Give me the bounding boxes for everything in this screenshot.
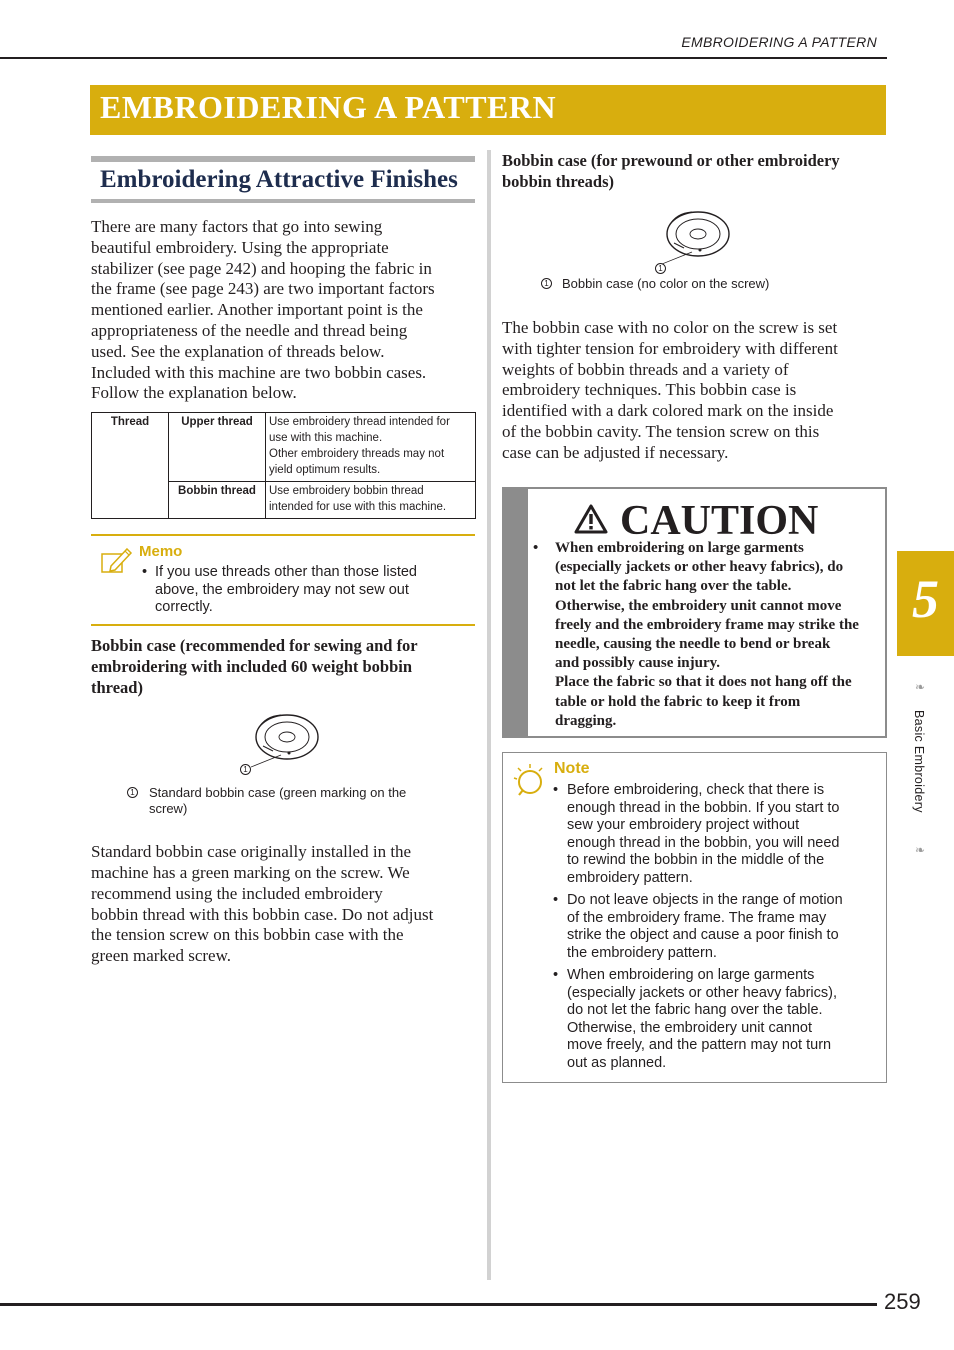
note-line: Otherwise, the embroidery unit cannot <box>567 1019 813 1036</box>
note-lightbulb-icon <box>513 763 545 802</box>
caution-title: CAUTION <box>620 498 819 544</box>
note-list <box>553 782 883 1077</box>
list-item <box>553 967 883 1072</box>
cell-line: Other embroidery threads may not <box>269 448 445 461</box>
caption-number: 1 <box>127 787 138 798</box>
text-line: stabilizer (see page 242) and hooping the fabric in <box>91 258 432 278</box>
bottom-rule <box>0 1303 877 1306</box>
banner-title: EMBROIDERING A PATTERN <box>100 89 557 125</box>
bobbin-case-icon <box>662 208 734 273</box>
cell-line: use with this machine. <box>269 432 383 445</box>
heading-line: embroidering with included 60 weight bobbin <box>91 657 413 677</box>
section-title: Embroidering Attractive Finishes <box>100 166 458 193</box>
note-line: enough thread in the bobbin, you will need <box>567 834 840 851</box>
heading-line: Bobbin case (recommended for sewing and for <box>91 636 418 656</box>
caution-line: and possibly cause injury. <box>555 655 721 672</box>
text-line: mentioned earlier. Another important point is the <box>91 300 423 320</box>
text-line: Included with this machine are two bobbin cases. <box>91 362 427 382</box>
text-line: Standard bobbin case originally installed in the <box>91 842 412 862</box>
caution-line: (especially jackets or other heavy fabrics), do <box>555 559 844 576</box>
bobbin-prewound-heading <box>502 150 887 192</box>
note-line: to rewind the bobbin in the middle of the <box>567 852 825 868</box>
text-line: embroidery techniques. This bobbin case is <box>502 380 797 400</box>
bobbin-case-icon <box>251 711 323 776</box>
table-cell-bobbin-desc <box>266 482 476 519</box>
thread-table <box>91 412 476 519</box>
bullet: • <box>533 540 539 556</box>
bobbin-standard-paragraph <box>91 842 475 967</box>
callout-number: 1 <box>240 764 251 775</box>
text-line: the frame (see page 243) are two important factors <box>91 279 435 299</box>
table-cell-upper-label: Upper thread <box>169 413 266 482</box>
caution-line: dragging. <box>555 712 617 729</box>
caution-line: freely and the embroidery frame may strike the <box>555 616 859 633</box>
note-line: do not let the fabric hang over the table. <box>567 1002 823 1018</box>
text-line: recommend using the included embroidery <box>91 883 383 903</box>
caution-side-bar <box>504 489 528 736</box>
bullet: • <box>553 782 559 798</box>
chapter-tab <box>897 551 954 656</box>
bullet: • <box>142 564 148 581</box>
text-line: with tighter tension for embroidery with different <box>502 338 838 358</box>
text-line: appropriateness of the needle and thread being <box>91 320 408 340</box>
decorative-flourish-icon: ❧ <box>915 843 926 857</box>
bobbin-standard-heading <box>91 635 475 698</box>
callout-number: 1 <box>655 263 666 274</box>
caution-line: table or hold the fabric to keep it from <box>555 693 801 710</box>
caution-text <box>533 539 883 731</box>
table-cell-bobbin-label: Bobbin thread <box>169 482 266 519</box>
caution-line: Otherwise, the embroidery unit cannot move <box>555 597 842 614</box>
note-line: enough thread in the bobbin. If you start to <box>567 799 840 816</box>
text-line: Follow the explanation below. <box>91 383 297 403</box>
note-line: Before embroidering, check that there is <box>567 782 825 798</box>
bobbin-standard-figure <box>91 711 475 791</box>
note-line: move freely, and the pattern may not turn <box>567 1037 832 1053</box>
text-line: The bobbin case with no color on the screw is set <box>502 318 838 337</box>
caution-line: Place the fabric so that it does not hang off the <box>555 674 852 691</box>
note-line: out as planned. <box>567 1054 667 1071</box>
heading-line: thread) <box>91 678 143 698</box>
side-label-text: Basic Embroidery <box>912 710 926 813</box>
caption-line: Standard bobbin case (green marking on the <box>149 785 407 801</box>
text-line: the tension screw on this bobbin case with the <box>91 925 404 945</box>
memo-text <box>142 564 462 617</box>
side-label <box>912 680 932 870</box>
heading-line: Bobbin case (for prewound or other embroidery <box>502 151 840 170</box>
running-header: EMBROIDERING A PATTERN <box>681 34 877 50</box>
note-line: When embroidering on large garments <box>567 967 815 983</box>
caution-line: When embroidering on large garments <box>555 540 804 556</box>
caption-line: Bobbin case (no color on the screw) <box>562 276 770 291</box>
caption-number: 1 <box>541 278 552 289</box>
table-cell-upper-desc <box>266 413 476 482</box>
cell-line: Use embroidery thread intended for <box>269 416 450 429</box>
note-line: the embroidery pattern. <box>567 944 717 961</box>
note-line: of the embroidery frame. The frame may <box>567 909 827 926</box>
list-item <box>553 782 883 887</box>
text-line: There are many factors that go into sewing <box>91 217 383 236</box>
note-line: strike the object and cause a poor finish to <box>567 927 839 943</box>
page-number: 259 <box>884 1289 921 1314</box>
cell-line: yield optimum results. <box>269 464 381 477</box>
note-line: embroidery pattern. <box>567 869 693 886</box>
bullet: • <box>553 967 559 983</box>
memo-box <box>91 534 475 626</box>
note-line: (especially jackets or other heavy fabrics), <box>567 984 837 1001</box>
text-line: identified with a dark colored mark on the inside <box>502 401 834 421</box>
section-heading <box>91 156 475 203</box>
table-row <box>92 413 476 482</box>
note-line: sew your embroidery project without <box>567 817 800 833</box>
text-line: used. See the explanation of threads below. <box>91 341 385 361</box>
chapter-banner <box>90 85 886 135</box>
text-line: of the bobbin cavity. The tension screw on this <box>502 421 820 441</box>
bobbin-prewound-caption <box>502 276 887 292</box>
text-line: weights of bobbin threads and a variety of <box>502 359 789 379</box>
memo-line: above, the embroidery may not sew out <box>155 581 409 598</box>
text-line: bobbin thread with this bobbin case. Do not adjust <box>91 904 434 924</box>
note-box <box>502 752 887 1083</box>
caution-box <box>502 487 887 738</box>
text-line: case can be adjusted if necessary. <box>502 442 729 462</box>
memo-label: Memo <box>139 543 183 561</box>
right-column <box>502 150 887 1071</box>
caution-line: not let the fabric hang over the table. <box>555 578 792 595</box>
table-cell-thread: Thread <box>92 413 169 519</box>
caution-line: needle, causing the needle to bend or break <box>555 636 831 653</box>
text-line: beautiful embroidery. Using the appropriate <box>91 237 389 257</box>
bobbin-standard-caption <box>91 785 475 817</box>
left-column <box>91 156 475 967</box>
memo-line: If you use threads other than those listed <box>155 564 417 581</box>
note-line: Do not leave objects in the range of motion <box>567 892 843 908</box>
column-divider <box>487 150 491 1280</box>
text-line: green marked screw. <box>91 946 232 966</box>
decorative-flourish-icon: ❧ <box>915 680 926 694</box>
note-label: Note <box>554 760 590 777</box>
cell-line: intended for use with this machine. <box>269 501 447 514</box>
cell-line: Use embroidery bobbin thread <box>269 485 424 498</box>
heading-line: bobbin threads) <box>502 172 615 191</box>
intro-paragraph <box>91 217 475 404</box>
text-line: machine has a green marking on the screw. We <box>91 862 410 882</box>
top-rule <box>0 57 887 59</box>
chapter-number: 5 <box>912 569 939 629</box>
memo-line: correctly. <box>155 599 213 616</box>
bullet: • <box>553 892 559 908</box>
list-item <box>553 892 883 962</box>
memo-pencil-icon <box>101 546 133 579</box>
caption-line: screw) <box>149 801 188 817</box>
bobbin-prewound-paragraph <box>502 318 887 464</box>
